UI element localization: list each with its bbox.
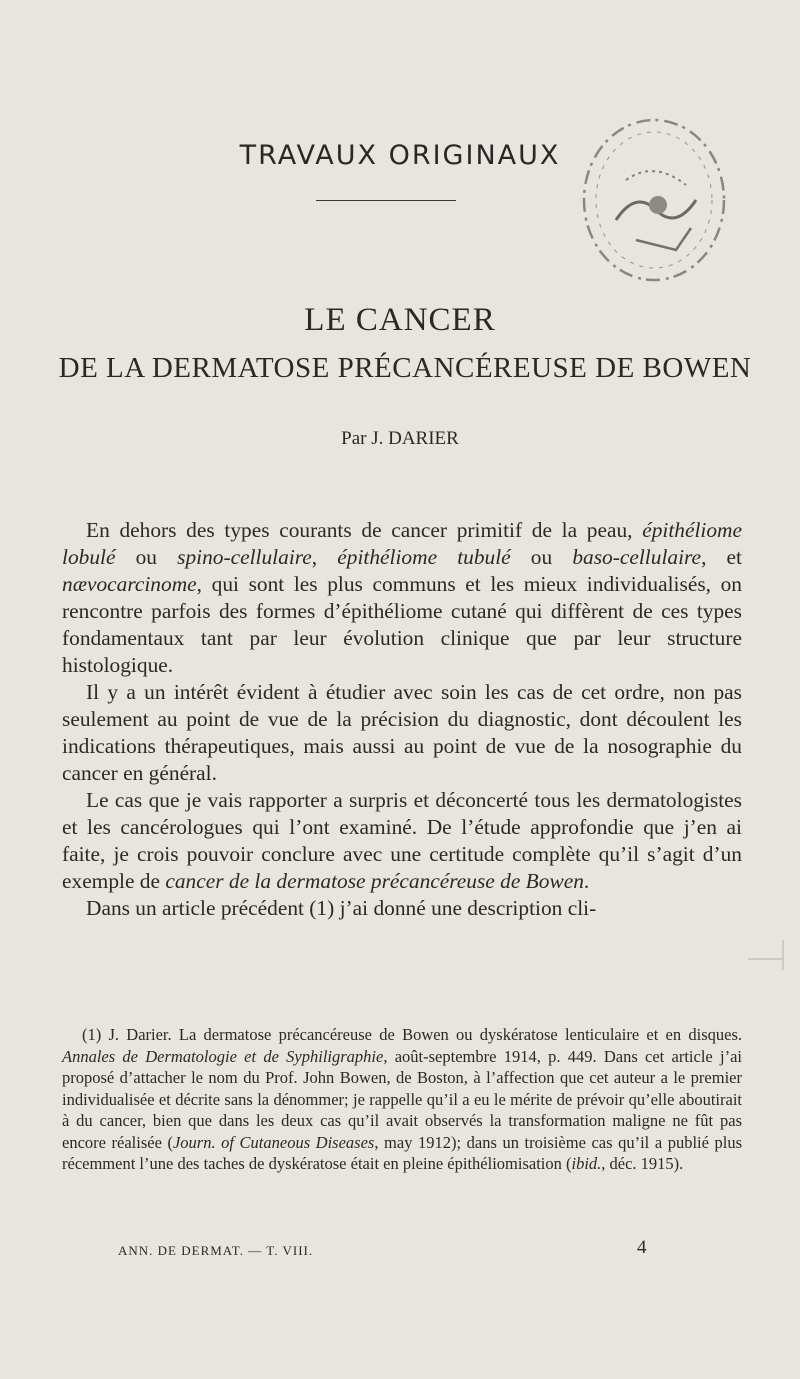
margin-mark	[748, 958, 784, 960]
paragraph	[62, 517, 742, 679]
text-run: Dans un article précédent (1) j’ai donné une description cli-	[86, 896, 597, 920]
author-byline: Par J. DARIER	[341, 428, 459, 449]
text-run: , déc. 1915).	[601, 1154, 684, 1173]
italic-text: épithéliome lobulé	[62, 518, 742, 569]
running-footer: ANN. DE DERMAT. — T. VIII.	[118, 1243, 314, 1258]
text-run: , may 1912); dans un troisième cas qu’il a publié plus récemment l’une des taches de dyskératose était en pleine épithéliomisation (	[62, 1132, 743, 1173]
footnote	[62, 1024, 742, 1175]
italic-text: spino-cellulaire	[177, 545, 312, 569]
italic-text: Annales de Dermatologie et de Syphiligraphie	[62, 1046, 384, 1066]
italic-text: nævocarcinome	[62, 572, 197, 596]
text-run: ou	[510, 545, 573, 569]
italic-text: épithéliome tubulé	[337, 545, 511, 569]
text-run: , août-septembre 1914, p. 449. Dans cet article j’ai proposé d’attacher le nom du Prof. John Bowen, de Boston, à l’affection que cet auteur a le premier individualisée et décrite sans la dénommer; je rappelle qu’il a eu le mérite de prévoir qu’elle aboutirait à du cancer, bien que dans les deux cas qu’il avait observés la transformation maligne ne fût pas encore réalisée (	[62, 1046, 742, 1152]
text-run: ou	[115, 545, 178, 569]
text-run: , et	[701, 545, 742, 569]
italic-text: cancer de la dermatose précancéreuse de Bowen	[165, 869, 584, 893]
italic-text: Journ. of Cutaneous Diseases	[172, 1132, 375, 1152]
article-title-line-2: DE LA DERMATOSE PRÉCANCÉREUSE DE BOWEN	[58, 352, 752, 384]
footnote-paragraph	[62, 1024, 742, 1175]
paragraph	[62, 895, 742, 922]
text-run: Le cas que je vais rapporter a surpris et déconcerté tous les dermatologistes et les cancérologues qui l’ont examiné. De l’étude approfondie que j’en ai faite, je crois pouvoir conclure avec une certitude complète qu’il s’agit d’un exemple de	[62, 788, 742, 893]
margin-mark	[782, 940, 784, 970]
text-run: .	[583, 869, 590, 893]
section-heading: TRAVAUX ORIGINAUX	[239, 140, 561, 171]
paragraph	[62, 787, 742, 895]
text-run: En dehors des types courants de cancer primitif de la peau,	[86, 518, 643, 542]
text-run: (1) J. Darier. La dermatose précancéreuse de Bowen ou dyskératose lenticulaire et en disques.	[82, 1025, 742, 1044]
text-run: Il y a un intérêt évident à étudier avec soin les cas de cet ordre, non pas seulement au point de vue de la précision du diagnostic, dont découlent les indications thérapeutiques, mais aussi au point de vue de la nosographie du cancer en général.	[62, 680, 742, 785]
paragraph	[62, 679, 742, 787]
text-run: , qui sont les plus communs et les mieux individualisés, on rencontre parfois des formes d’épithéliome cutané qui diffèrent de ces types fondamentaux tant par leur évolution clinique que par leur structure histologique.	[62, 572, 742, 677]
article-title-line-1: LE CANCER	[304, 302, 496, 338]
library-stamp	[566, 100, 736, 300]
body-text	[62, 517, 742, 922]
italic-text: baso-cellulaire	[572, 545, 702, 569]
page-number: 4	[637, 1237, 647, 1258]
text-run: ,	[311, 545, 338, 569]
heading-rule	[316, 200, 456, 201]
italic-text: ibid.	[571, 1154, 602, 1173]
